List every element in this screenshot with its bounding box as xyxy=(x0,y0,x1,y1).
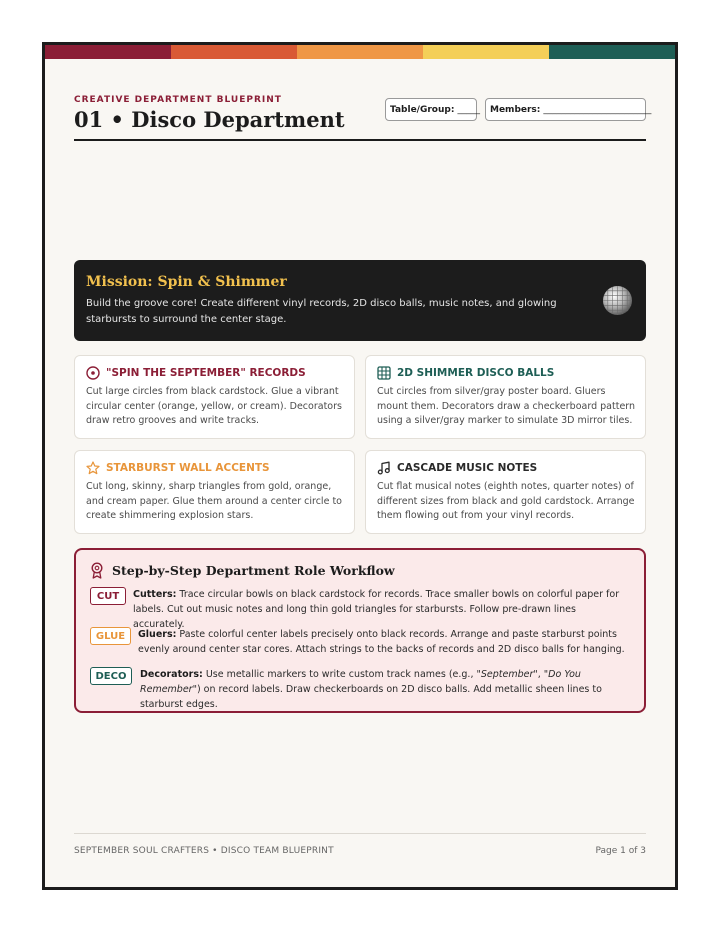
card-records xyxy=(74,355,355,439)
role-name: Gluers: xyxy=(138,629,177,640)
stripe-3 xyxy=(297,45,423,59)
role-text: Use metallic markers to write custom track names (e.g., xyxy=(202,669,477,680)
members-label: Members: xyxy=(490,104,541,115)
record-icon xyxy=(86,366,100,380)
example-separator: , xyxy=(537,669,544,680)
example-track-1: "September" xyxy=(476,669,538,680)
card-disco-balls xyxy=(365,355,646,439)
glue-badge: GLUE xyxy=(90,627,131,645)
mission-title: Mission: Spin & Shimmer xyxy=(86,274,287,290)
role-description xyxy=(133,587,630,632)
members-blank[interactable]: ________________________ xyxy=(543,104,652,115)
music-note-icon xyxy=(377,461,391,475)
card-text: Cut large circles from black cardstock. Glue a vibrant circular center (orange, yellow, or cream). Decorators draw retro grooves and write tracks. xyxy=(86,386,342,426)
workflow-panel xyxy=(74,548,646,713)
card-music-notes xyxy=(365,450,646,534)
blueprint-page xyxy=(42,42,678,890)
card-starburst xyxy=(74,450,355,534)
members-field[interactable] xyxy=(485,98,652,121)
page-number: Page 1 of 3 xyxy=(595,846,646,856)
example-track-2: "Do You Remember" xyxy=(140,669,581,695)
stripe-1 xyxy=(45,45,171,59)
card-text: Cut circles from silver/gray poster board. Gluers mount them. Decorators draw a checkerboard pattern using a silver/gray marker to simulate 3D mirror tiles. xyxy=(377,386,636,426)
stripe-4 xyxy=(423,45,549,59)
role-text: Trace circular bowls on black cardstock for records. Trace smaller bowls on colorful paper for labels. Cut out music notes and long thin gold triangles for starbursts. Follow pre-drawn lines accurately. xyxy=(133,589,620,630)
role-name: Cutters: xyxy=(133,589,177,600)
table-group-blank[interactable]: _____ xyxy=(457,104,480,115)
footer-title: SEPTEMBER SOUL CRAFTERS • DISCO TEAM BLUEPRINT xyxy=(74,846,334,856)
role-text-after: ) on record labels. Draw checkerboards on 2D disco balls. Add metallic sheen lines to starburst edges. xyxy=(140,684,602,710)
workflow-title: Step-by-Step Department Role Workflow xyxy=(112,563,395,578)
role-description xyxy=(140,667,630,712)
eyebrow-label: CREATIVE DEPARTMENT BLUEPRINT xyxy=(74,95,282,105)
disco-ball-icon xyxy=(602,285,633,316)
card-title: "SPIN THE SEPTEMBER" RECORDS xyxy=(106,367,306,379)
stripe-2 xyxy=(171,45,297,59)
stripe-5 xyxy=(549,45,675,59)
card-title: 2D SHIMMER DISCO BALLS xyxy=(397,367,555,379)
table-group-field[interactable] xyxy=(385,98,480,121)
star-icon xyxy=(86,461,100,475)
page-footer xyxy=(74,833,646,856)
deco-badge: DECO xyxy=(90,667,132,685)
cut-badge: CUT xyxy=(90,587,126,605)
page-header xyxy=(74,95,652,141)
role-description xyxy=(138,627,630,657)
award-ribbon-icon xyxy=(90,562,104,579)
role-name: Decorators: xyxy=(140,669,203,680)
card-title: CASCADE MUSIC NOTES xyxy=(397,462,538,474)
role-text: Paste colorful center labels precisely onto black records. Arrange and paste starburst points evenly around center star cores. Attach strings to the backs of records and 2D disco balls for hanging. xyxy=(138,629,625,655)
card-text: Cut long, skinny, sharp triangles from gold, orange, and cream paper. Glue them around a center circle to create shimmering explosion stars. xyxy=(86,481,342,521)
page-title: 01 • Disco Department xyxy=(74,107,345,132)
mission-panel xyxy=(74,260,646,341)
mission-text: Build the groove core! Create different vinyl records, 2D disco balls, music notes, and glowing starbursts to surround the center stage. xyxy=(86,298,557,325)
grid-icon xyxy=(377,366,391,380)
color-stripe-bar xyxy=(45,45,675,59)
table-group-label: Table/Group: xyxy=(390,104,455,115)
card-title: STARBURST WALL ACCENTS xyxy=(106,462,270,474)
card-text: Cut flat musical notes (eighth notes, quarter notes) of different sizes from black and gold cardstock. Arrange them flowing out from your vinyl records. xyxy=(377,481,635,521)
